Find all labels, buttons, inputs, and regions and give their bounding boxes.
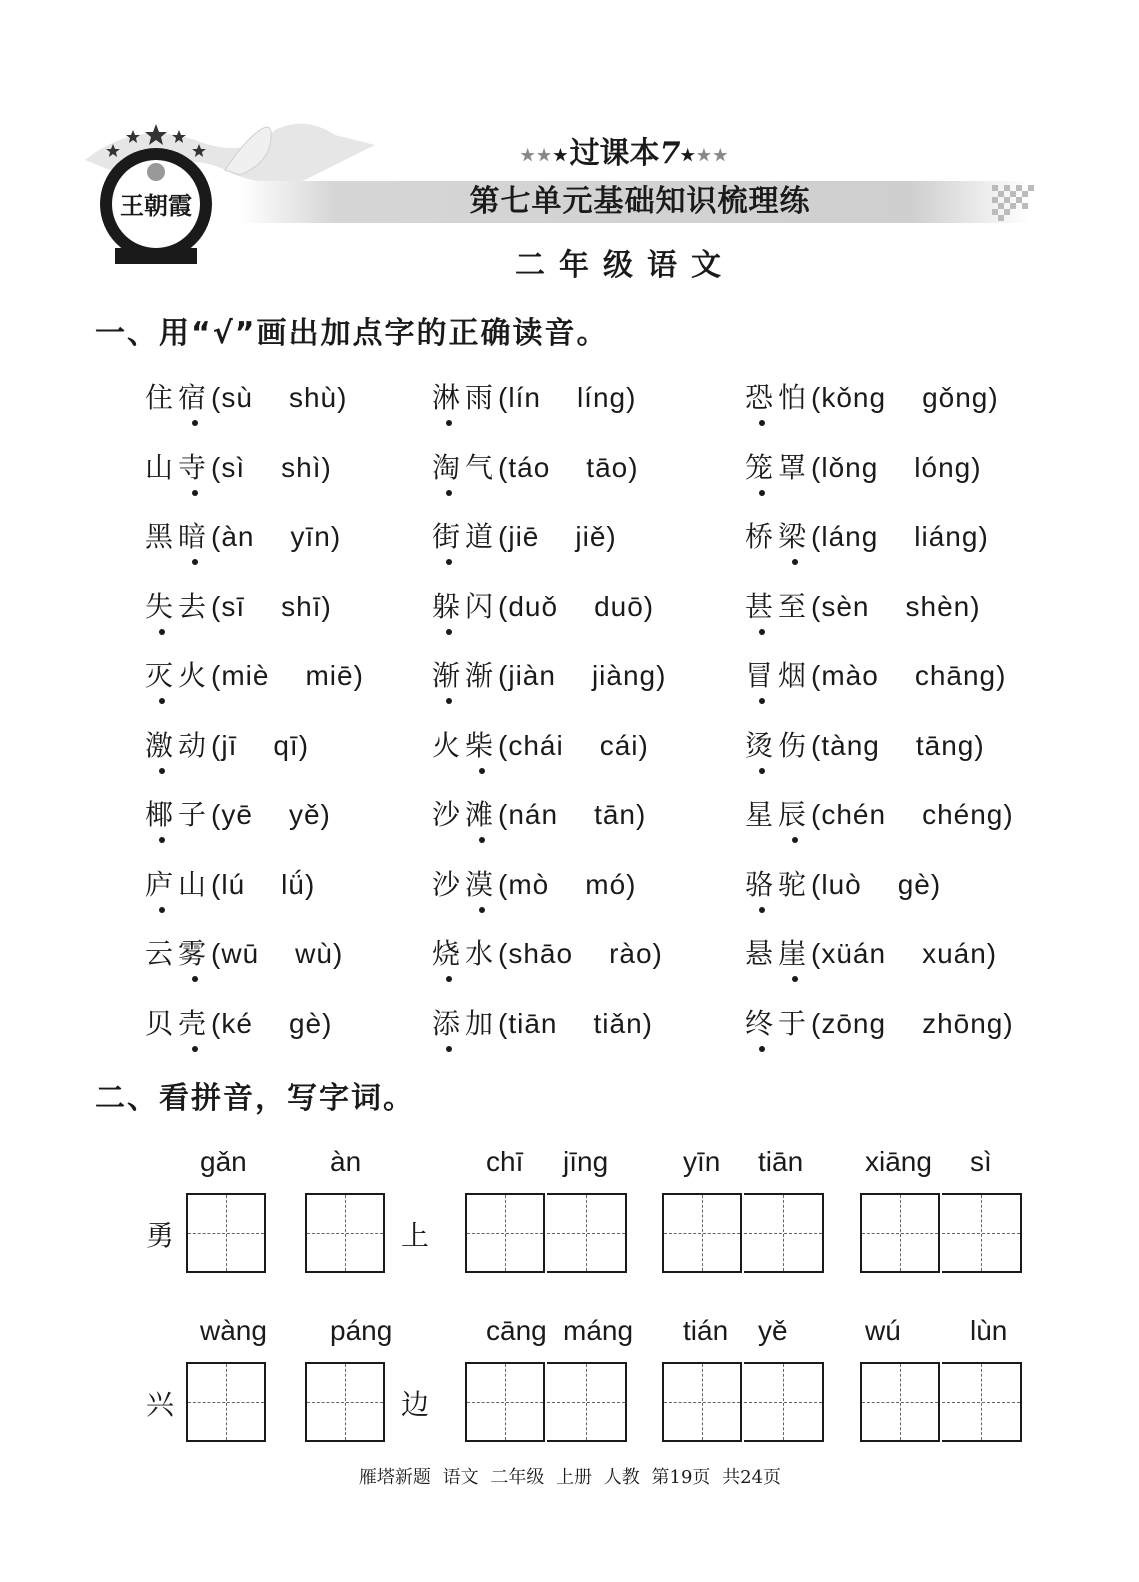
- pinyin-options[interactable]: (zōng zhōng): [811, 1007, 1014, 1039]
- writing-grid-cell[interactable]: [305, 1193, 385, 1273]
- word: [745, 798, 811, 831]
- option-a[interactable]: shāo: [508, 938, 574, 969]
- dotted-char: 添: [432, 1004, 465, 1044]
- writing-grid-cell[interactable]: [662, 1193, 742, 1273]
- pronunciation-item: [145, 934, 343, 974]
- pinyin-label: páng: [330, 1315, 393, 1346]
- dotted-char: 烫: [745, 726, 778, 766]
- option-a[interactable]: wū: [221, 938, 260, 969]
- option-b[interactable]: yě: [288, 799, 321, 830]
- pronunciation-item: [145, 656, 364, 696]
- pinyin-options[interactable]: (jī qī): [211, 729, 310, 761]
- option-b[interactable]: lǘ: [281, 868, 305, 900]
- option-a[interactable]: táo: [508, 451, 551, 483]
- pinyin-options[interactable]: (lú lǘ): [211, 868, 316, 900]
- word: [432, 1007, 498, 1040]
- pronunciation-item: [745, 587, 981, 627]
- pinyin-options[interactable]: (àn yīn): [211, 521, 342, 552]
- option-a[interactable]: yē: [221, 799, 253, 830]
- dotted-char: 冒: [745, 656, 778, 696]
- pronunciation-item: [145, 726, 309, 766]
- pinyin-label: wàng: [200, 1315, 267, 1346]
- char: 火: [178, 659, 212, 692]
- option-a[interactable]: luò: [821, 868, 862, 900]
- option-a[interactable]: xüán: [821, 938, 887, 969]
- dotted-char: 柴: [465, 726, 498, 766]
- dotted-char: 滩: [465, 795, 498, 835]
- section1-heading: 一、用“√”画出加点字的正确读音。: [95, 316, 609, 351]
- option-b[interactable]: miē: [305, 660, 354, 691]
- char: 罩: [778, 450, 812, 484]
- char: 动: [178, 728, 212, 762]
- writing-grid-cell[interactable]: [860, 1362, 940, 1442]
- pinyin-options[interactable]: (lín líng): [498, 382, 637, 413]
- pinyin-options[interactable]: (lǒng lóng): [811, 451, 982, 483]
- word: [432, 798, 498, 831]
- writing-grid-cell[interactable]: [744, 1193, 824, 1273]
- pronunciation-item: [432, 378, 636, 418]
- word: [432, 381, 498, 414]
- char: 住: [145, 381, 179, 414]
- pinyin-options[interactable]: (tàng tāng): [811, 729, 985, 761]
- char: 气: [465, 450, 499, 484]
- dotted-char: 激: [145, 726, 178, 766]
- pronunciation-item: [432, 656, 666, 696]
- writing-grid-cell[interactable]: [186, 1193, 266, 1273]
- pronunciation-item: [432, 587, 654, 627]
- writing-grid-cell[interactable]: [305, 1362, 385, 1442]
- word: [745, 937, 811, 970]
- word: [745, 590, 811, 623]
- word: [145, 1007, 211, 1040]
- option-a[interactable]: àn: [221, 521, 255, 552]
- dotted-char: 雾: [178, 934, 211, 974]
- word: [745, 868, 811, 901]
- word: [145, 520, 211, 553]
- dotted-char: 辰: [778, 795, 811, 835]
- option-b[interactable]: gǒng: [922, 382, 989, 413]
- pinyin-options[interactable]: (luò gè): [811, 868, 942, 900]
- option-a[interactable]: sù: [221, 382, 253, 413]
- pinyin-options[interactable]: (sī shī): [211, 590, 332, 622]
- dotted-char: 躲: [432, 587, 465, 627]
- pinyin-options[interactable]: (tiān tiǎn): [498, 1007, 653, 1039]
- pronunciation-item: [145, 865, 315, 905]
- char: 悬: [745, 937, 779, 970]
- option-a[interactable]: lú: [221, 868, 246, 900]
- pinyin-options[interactable]: (kǒng gǒng): [811, 382, 999, 413]
- word: [432, 451, 498, 484]
- dotted-char: 崖: [778, 934, 811, 974]
- char: 烟: [778, 659, 812, 692]
- pronunciation-item: [745, 517, 989, 557]
- option-b[interactable]: gè: [288, 1007, 323, 1039]
- dotted-char: 漠: [465, 865, 498, 905]
- pinyin-label: wú: [865, 1315, 901, 1346]
- pronunciation-item: [432, 934, 663, 974]
- word: [432, 937, 498, 970]
- pronunciation-item: [145, 795, 331, 835]
- char: 水: [465, 937, 499, 970]
- option-b[interactable]: shèn: [905, 590, 971, 622]
- given-char: 兴: [146, 1388, 175, 1421]
- pronunciation-item: [745, 865, 941, 905]
- word: [745, 520, 811, 553]
- word: [745, 659, 811, 692]
- pronunciation-item: [745, 448, 982, 488]
- pronunciation-item: [432, 1004, 653, 1044]
- dotted-char: 暗: [178, 517, 211, 557]
- dotted-char: 骆: [745, 865, 778, 905]
- pinyin-options[interactable]: (mào chāng): [811, 660, 1007, 691]
- word: [145, 590, 211, 623]
- pinyin-options[interactable]: (wū wù): [211, 938, 344, 969]
- char: 至: [778, 589, 812, 623]
- pinyin-label: lùn: [970, 1315, 1008, 1346]
- word: [145, 868, 211, 901]
- series-number: 7: [659, 136, 681, 171]
- pinyin-label: tiān: [758, 1146, 804, 1177]
- option-b[interactable]: lóng: [914, 451, 972, 483]
- dotted-char: 恐: [745, 378, 778, 418]
- option-a[interactable]: sì: [221, 451, 246, 483]
- word: [145, 937, 211, 970]
- option-b[interactable]: tāo: [586, 451, 629, 483]
- char: 雨: [465, 381, 499, 414]
- dotted-char: 笼: [745, 448, 778, 488]
- pronunciation-item: [745, 726, 985, 766]
- pinyin-label: máng: [563, 1315, 634, 1346]
- option-b[interactable]: shī: [281, 590, 322, 622]
- pinyin-options[interactable]: (sù shù): [211, 382, 348, 413]
- char: 山: [145, 450, 179, 484]
- dotted-char: 甚: [745, 587, 778, 627]
- option-a[interactable]: mò: [508, 868, 550, 900]
- given-char: 边: [401, 1388, 430, 1421]
- word: [432, 520, 498, 553]
- option-b[interactable]: duō: [594, 590, 644, 622]
- option-b[interactable]: shì: [281, 451, 322, 483]
- option-b[interactable]: tān: [594, 799, 637, 830]
- char: 怕: [778, 381, 812, 414]
- given-char: 上: [401, 1219, 430, 1252]
- word: [145, 381, 211, 414]
- logo-text: 王朝霞: [120, 191, 192, 220]
- pinyin-options[interactable]: (sì shì): [211, 451, 332, 483]
- unit-title: 第七单元基础知识梳理练: [469, 184, 811, 219]
- char: 桥: [745, 520, 779, 553]
- option-b[interactable]: wù: [295, 938, 333, 969]
- option-b[interactable]: chéng: [922, 799, 1004, 830]
- pronunciation-item: [145, 587, 332, 627]
- word: [145, 729, 211, 762]
- char: 驼: [778, 867, 812, 901]
- pinyin-options[interactable]: (táo tāo): [498, 451, 639, 483]
- pronunciation-item: [745, 656, 1006, 696]
- word: [745, 381, 811, 414]
- word: [745, 729, 811, 762]
- char: 闪: [465, 589, 499, 623]
- option-a[interactable]: jiē: [508, 521, 540, 552]
- writing-grid-cell[interactable]: [465, 1362, 545, 1442]
- writing-grid-cell[interactable]: [942, 1193, 1022, 1273]
- option-b[interactable]: gè: [897, 868, 931, 900]
- option-b[interactable]: chāng: [914, 660, 997, 691]
- dotted-char: 渐: [432, 656, 465, 696]
- option-a[interactable]: mào: [821, 660, 879, 691]
- pronunciation-item: [745, 795, 1014, 835]
- char: 星: [745, 798, 779, 831]
- option-b[interactable]: yīn: [290, 521, 331, 552]
- dotted-char: 寺: [178, 448, 211, 488]
- option-a[interactable]: tàng: [821, 729, 880, 761]
- option-b[interactable]: cái: [599, 729, 639, 761]
- pronunciation-item: [745, 1004, 1014, 1044]
- pronunciation-item: [432, 795, 646, 835]
- dotted-char: 梁: [778, 517, 811, 557]
- option-b[interactable]: tāng: [915, 729, 975, 761]
- brand-logo: [95, 122, 217, 270]
- writing-grid-cell[interactable]: [942, 1362, 1022, 1442]
- option-a[interactable]: lǒng: [821, 451, 879, 483]
- pinyin-label: àn: [330, 1146, 362, 1177]
- char: 于: [778, 1006, 812, 1040]
- dotted-char: 灭: [145, 656, 178, 696]
- dotted-char: 街: [432, 517, 465, 557]
- option-a[interactable]: miè: [221, 660, 270, 691]
- option-b[interactable]: tiǎn: [593, 1007, 643, 1039]
- option-b[interactable]: shù: [288, 382, 338, 413]
- pinyin-options[interactable]: (jiē jiě): [498, 521, 617, 552]
- section2-heading: 二、看拼音，写字词。: [95, 1081, 415, 1116]
- pronunciation-item: [145, 1004, 332, 1044]
- option-a[interactable]: chái: [508, 729, 564, 761]
- option-a[interactable]: jī: [221, 729, 238, 761]
- option-b[interactable]: liáng: [914, 521, 979, 552]
- pronunciation-item: [145, 448, 332, 488]
- pinyin-options[interactable]: (láng liáng): [811, 521, 989, 552]
- char: 加: [465, 1006, 499, 1040]
- char: 道: [465, 520, 499, 553]
- option-b[interactable]: rào: [609, 938, 653, 969]
- char: 黑: [145, 520, 179, 553]
- pinyin-options[interactable]: (miè miē): [211, 660, 364, 691]
- char: 贝: [145, 1006, 179, 1040]
- char: 子: [178, 798, 212, 831]
- option-b[interactable]: zhōng: [922, 1007, 1004, 1039]
- pinyin-label: sì: [970, 1146, 992, 1177]
- page-footer: 雁塔新题 语文 二年级 上册 人教 第19页 共24页: [358, 1467, 782, 1488]
- option-a[interactable]: nán: [508, 799, 559, 830]
- pinyin-options[interactable]: (ké gè): [211, 1007, 333, 1039]
- writing-grid-cell[interactable]: [860, 1193, 940, 1273]
- char: 渐: [465, 659, 499, 692]
- pinyin-label: jīng: [563, 1146, 609, 1177]
- pinyin-label: yě: [758, 1315, 788, 1346]
- word: [145, 798, 211, 831]
- word: [432, 868, 498, 901]
- pinyin-options[interactable]: (xüán xuán): [811, 938, 998, 969]
- writing-grid-cell[interactable]: [547, 1362, 627, 1442]
- pinyin-options[interactable]: (yē yě): [211, 799, 331, 830]
- option-a[interactable]: zōng: [821, 1007, 887, 1039]
- pinyin-options[interactable]: (mò mó): [498, 868, 637, 900]
- option-b[interactable]: jiě: [575, 521, 607, 552]
- word: [145, 659, 211, 692]
- word: [432, 729, 498, 762]
- pronunciation-item: [745, 934, 997, 974]
- option-a[interactable]: ké: [221, 1007, 253, 1039]
- option-a[interactable]: láng: [821, 521, 879, 552]
- pinyin-options[interactable]: (duǒ duō): [498, 590, 655, 622]
- dotted-char: 淋: [432, 378, 465, 418]
- grade-subject: 二年级语文: [515, 248, 735, 283]
- writing-grid-cell[interactable]: [662, 1362, 742, 1442]
- word: [145, 451, 211, 484]
- option-b[interactable]: jiàng: [591, 660, 657, 691]
- dotted-char: 失: [145, 587, 178, 627]
- series-label: ★★★过课本7★★★: [520, 136, 730, 171]
- word: [432, 590, 498, 623]
- word: [745, 1007, 811, 1040]
- option-b[interactable]: qī: [273, 729, 299, 761]
- dotted-char: 壳: [178, 1004, 211, 1044]
- dotted-char: 椰: [145, 795, 178, 835]
- pinyin-label: cāng: [486, 1315, 547, 1346]
- option-a[interactable]: sī: [221, 590, 246, 622]
- char: 去: [178, 589, 212, 623]
- option-a[interactable]: duǒ: [508, 590, 559, 622]
- writing-grid-cell[interactable]: [186, 1362, 266, 1442]
- writing-grid-cell[interactable]: [744, 1362, 824, 1442]
- pinyin-options[interactable]: (nán tān): [498, 799, 647, 830]
- char: 沙: [432, 798, 466, 831]
- word: [432, 659, 498, 692]
- option-b[interactable]: líng: [576, 382, 627, 413]
- char: 伤: [778, 728, 812, 762]
- pinyin-label: yīn: [683, 1146, 721, 1177]
- pinyin-label: chī: [486, 1146, 524, 1177]
- given-char: 勇: [146, 1219, 175, 1252]
- word: [745, 451, 811, 484]
- char: 沙: [432, 867, 466, 901]
- dotted-char: 烧: [432, 934, 465, 974]
- option-a[interactable]: lín: [508, 382, 541, 413]
- pronunciation-item: [145, 517, 341, 557]
- dotted-char: 宿: [178, 378, 211, 418]
- pronunciation-item: [432, 865, 637, 905]
- dotted-char: 终: [745, 1004, 778, 1044]
- pronunciation-item: [432, 517, 617, 557]
- pronunciation-item: [745, 378, 999, 418]
- pinyin-options[interactable]: (chái cái): [498, 729, 649, 761]
- pinyin-options[interactable]: (chén chéng): [811, 799, 1014, 830]
- pinyin-label: gǎn: [200, 1146, 247, 1177]
- pronunciation-item: [432, 448, 639, 488]
- option-a[interactable]: kǒng: [821, 382, 887, 413]
- pinyin-label: xiāng: [865, 1146, 932, 1177]
- option-b[interactable]: mó: [585, 868, 627, 900]
- pinyin-options[interactable]: (sèn shèn): [811, 590, 981, 622]
- dotted-char: 庐: [145, 865, 178, 905]
- option-a[interactable]: jiàn: [508, 660, 556, 691]
- char: 山: [178, 867, 212, 901]
- char: 火: [432, 728, 466, 762]
- option-a[interactable]: tiān: [508, 1007, 558, 1039]
- pinyin-options[interactable]: (jiàn jiàng): [498, 660, 667, 691]
- writing-grid-cell[interactable]: [465, 1193, 545, 1273]
- pinyin-options[interactable]: (shāo rào): [498, 938, 663, 969]
- pronunciation-item: [432, 726, 649, 766]
- option-a[interactable]: sèn: [821, 590, 870, 622]
- char: 云: [145, 937, 179, 970]
- series-text: 过课本: [569, 136, 660, 171]
- option-b[interactable]: xuán: [922, 938, 987, 969]
- pinyin-label: tián: [683, 1315, 729, 1346]
- writing-grid-cell[interactable]: [547, 1193, 627, 1273]
- dotted-char: 淘: [432, 448, 465, 488]
- option-a[interactable]: chén: [821, 799, 887, 830]
- pronunciation-item: [145, 378, 347, 418]
